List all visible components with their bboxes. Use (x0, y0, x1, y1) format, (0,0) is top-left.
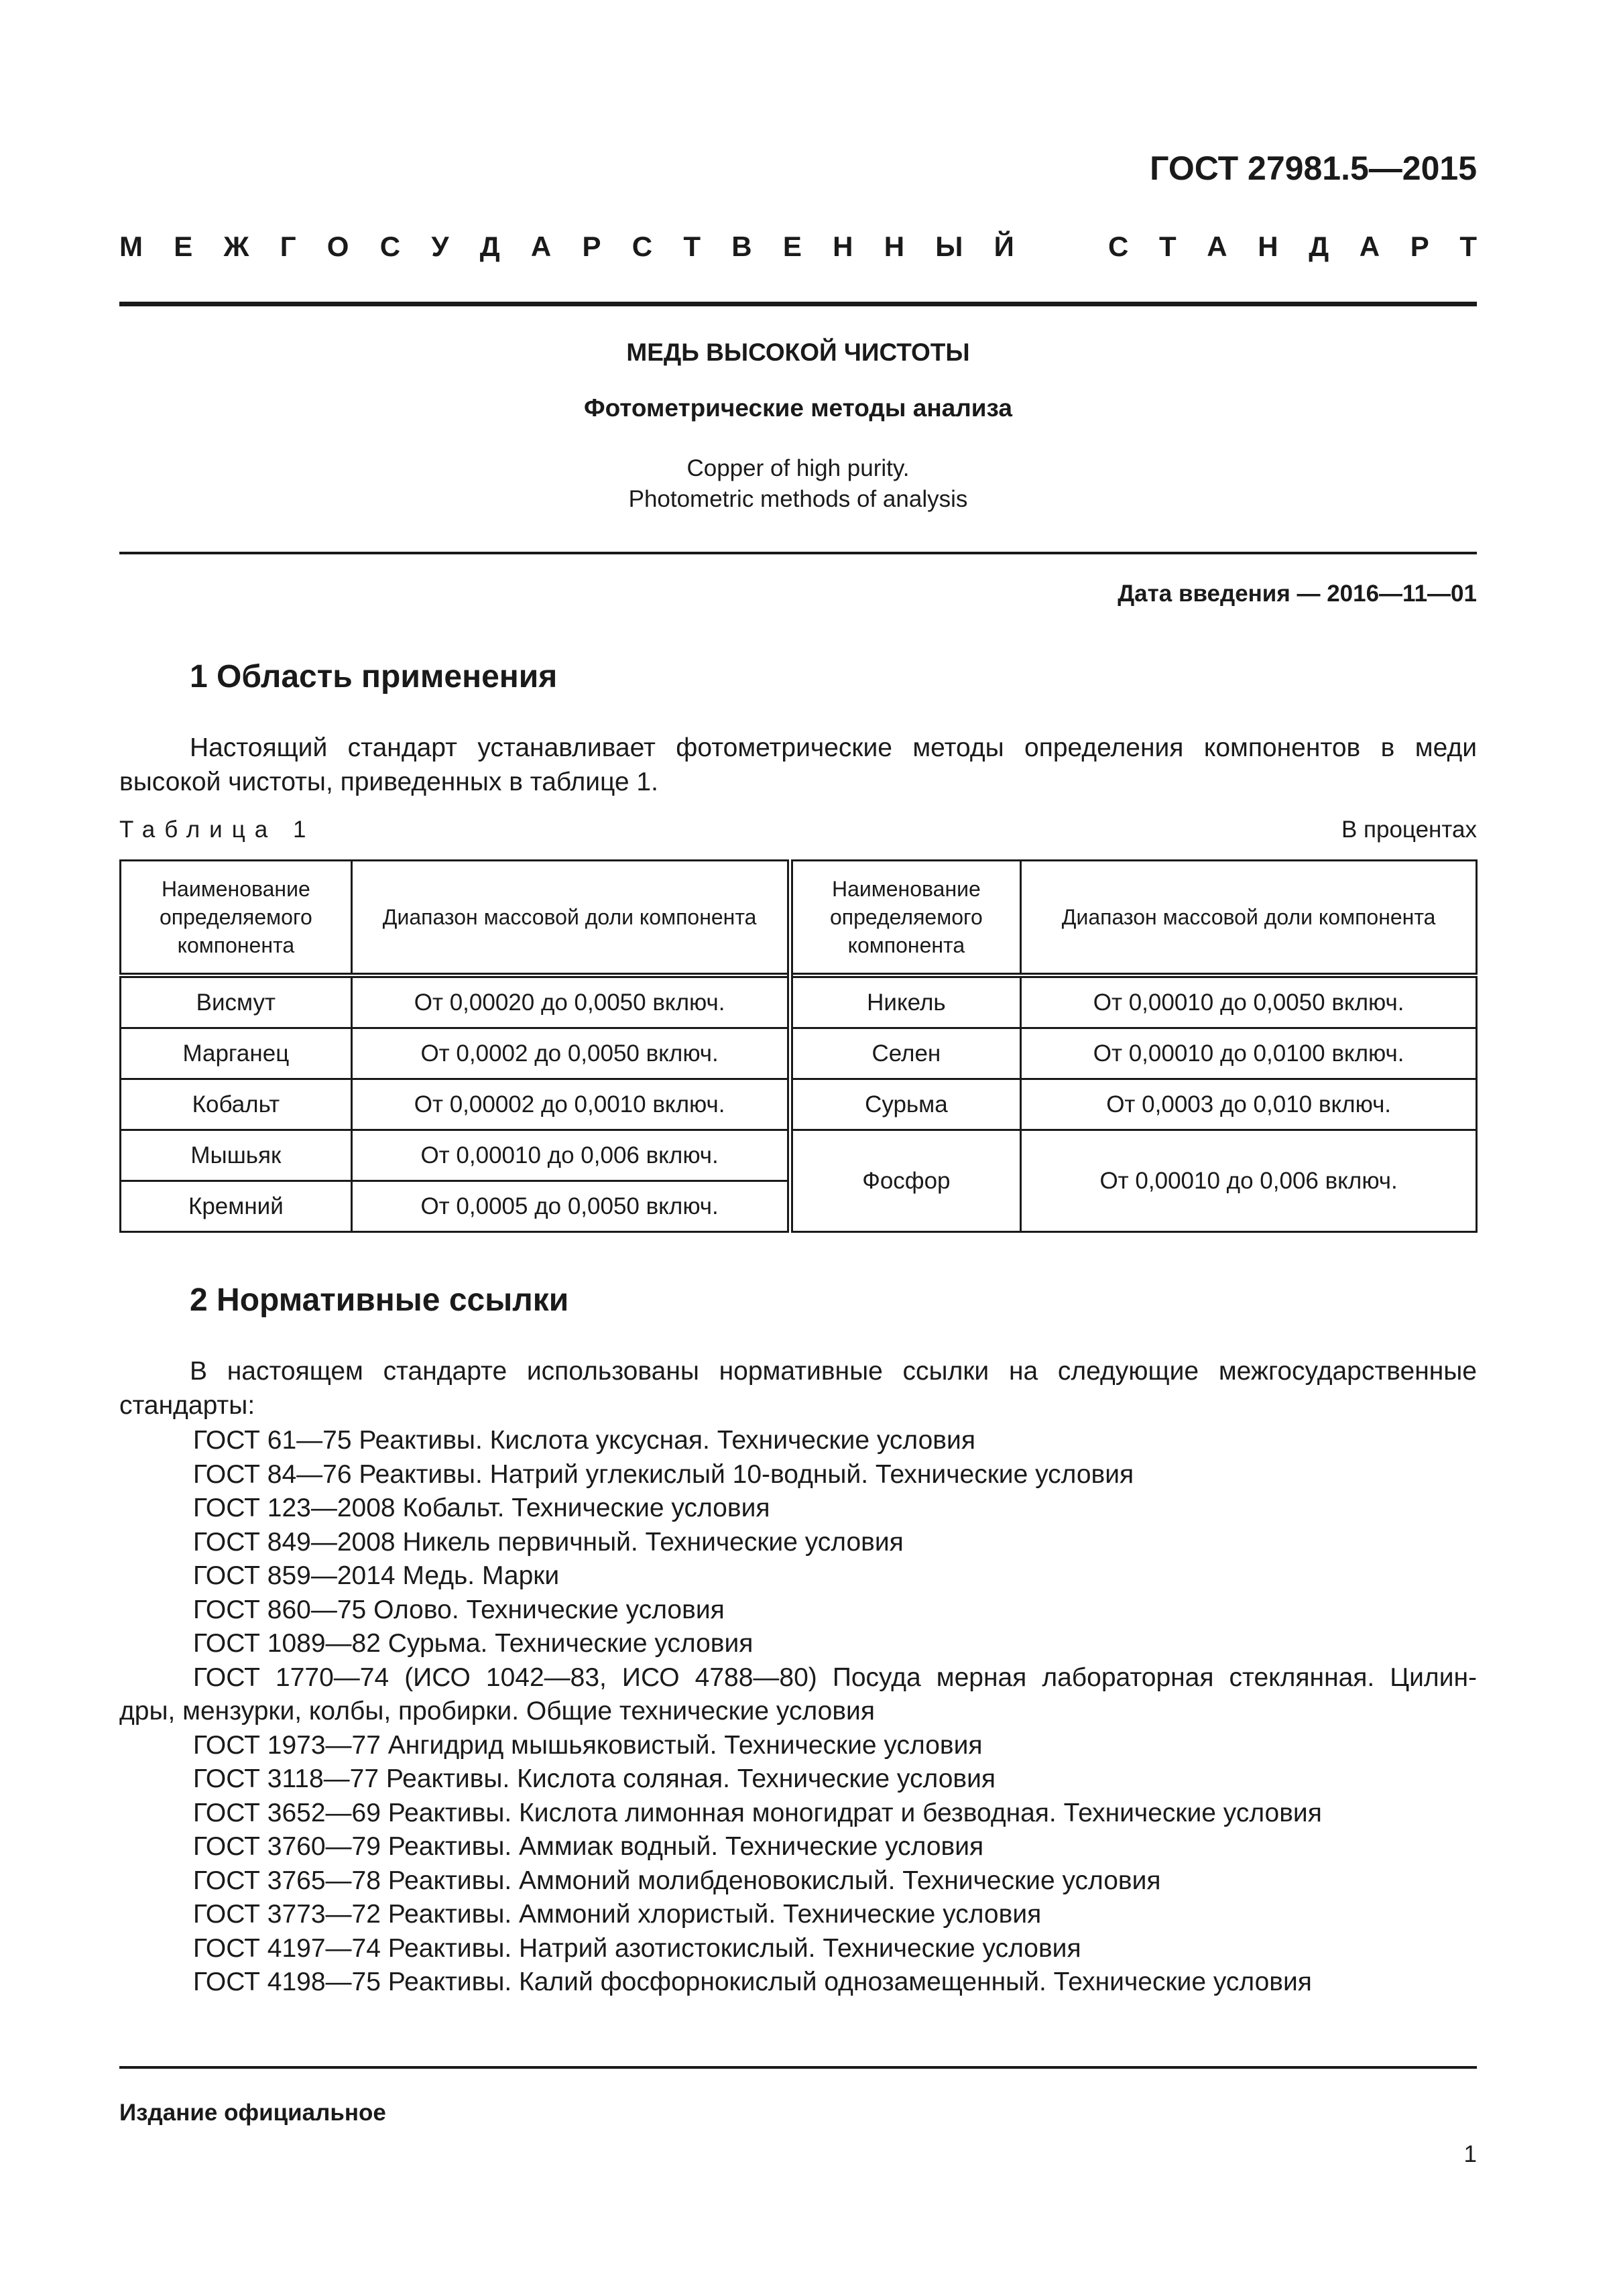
section2-heading: 2 Нормативные ссылки (190, 1282, 569, 1318)
banner-letter: А (530, 231, 552, 262)
component-name: Висмут (121, 975, 352, 1028)
list-item: ГОСТ 860—75 Олово. Технические условия (193, 1595, 725, 1624)
title-ru-main: МЕДЬ ВЫСОКОЙ ЧИСТОТЫ (626, 339, 970, 366)
component-name: Мышьяк (121, 1130, 352, 1181)
banner-letter: Р (582, 231, 601, 262)
header-rule (119, 302, 1477, 306)
header-component-left: Наименование определяемого компонента (121, 861, 352, 976)
component-name: Кобальт (121, 1079, 352, 1130)
component-name: Кремний (121, 1181, 352, 1232)
list-item: ГОСТ 4198—75 Реактивы. Калий фосфорнокислый однозамещенный. Технические условия (193, 1968, 1312, 1996)
banner-letter: М (119, 231, 143, 262)
table-caption: Таблица 1 (119, 817, 316, 843)
banner-letter: Е (782, 231, 802, 262)
banner-letter: Т (1459, 231, 1477, 262)
component-range: От 0,00020 до 0,0050 включ. (351, 975, 790, 1028)
list-item: ГОСТ 3773—72 Реактивы. Аммоний хлористый. Технические условия (193, 1900, 1042, 1929)
list-item: ГОСТ 123—2008 Кобальт. Технические условия (193, 1494, 770, 1522)
section2-intro-text: В настоящем стандарте использованы нормативные ссылки на следующие межгосударственные стандарты: (119, 1357, 1477, 1420)
list-item: ГОСТ 1770—74 (ИСО 1042—83, ИСО 4788—80) Посуда мерная лабораторная стеклянная. Цилин- (193, 1663, 1477, 1692)
table-row (121, 1028, 1477, 1079)
banner-word-interstate (119, 231, 1014, 263)
banner-letter: С (1108, 231, 1129, 262)
list-item: ГОСТ 84—76 Реактивы. Натрий углекислый 10-водный. Технические условия (193, 1459, 1134, 1489)
list-item: ГОСТ 1973—77 Ангидрид мышьяковистый. Технические условия (193, 1730, 983, 1760)
banner-letter: В (731, 231, 752, 262)
title-ru-sub: Фотометрические методы анализа (583, 394, 1012, 422)
list-item: ГОСТ 1089—82 Сурьма. Технические условия (193, 1629, 754, 1658)
title-en-line1: Copper of high purity. (686, 455, 910, 481)
list-item: ГОСТ 61—75 Реактивы. Кислота уксусная. Технические условия (193, 1426, 975, 1455)
header-range-left: Диапазон массовой доли компонента (351, 861, 790, 976)
banner-letter: Р (1410, 231, 1429, 262)
list-item: ГОСТ 849—2008 Никель первичный. Технические условия (193, 1527, 904, 1557)
banner-letter: Н (884, 231, 905, 262)
list-item: ГОСТ 859—2014 Медь. Марки (193, 1561, 560, 1590)
table-row (121, 1079, 1477, 1130)
section1-paragraph (119, 731, 1477, 799)
list-item: ГОСТ 3652—69 Реактивы. Кислота лимонная моногидрат и безводная. Технические условия (193, 1798, 1322, 1827)
document-number: ГОСТ 27981.5—2015 (1150, 149, 1477, 187)
component-range: От 0,00010 до 0,006 включ. (351, 1130, 790, 1181)
banner-letter: С (632, 231, 653, 262)
component-range: От 0,00010 до 0,0100 включ. (1021, 1028, 1477, 1079)
banner-letter: Г (280, 231, 296, 262)
component-range: От 0,00010 до 0,006 включ. (1021, 1130, 1477, 1232)
banner-letter: Н (833, 231, 853, 262)
banner-letter: О (326, 231, 349, 262)
banner-letter: Ы (935, 231, 963, 262)
banner-letter: У (431, 231, 449, 262)
banner-letter: А (1207, 231, 1227, 262)
standard-type-banner (119, 231, 1477, 263)
table-header-row (121, 861, 1477, 976)
component-name: Марганец (121, 1028, 352, 1079)
title-rule (119, 552, 1477, 554)
list-item: ГОСТ 3760—79 Реактивы. Аммиак водный. Технические условия (193, 1832, 984, 1861)
component-name: Сурьма (790, 1079, 1021, 1130)
section1-paragraph-text: Настоящий стандарт устанавливает фотометрические методы определения компонентов в меди высокой чистоты, приведенных в таблице 1. (119, 733, 1477, 796)
banner-letter: Д (479, 231, 500, 262)
list-item: ГОСТ 3118—77 Реактивы. Кислота соляная. Технические условия (193, 1764, 996, 1793)
component-name: Никель (790, 975, 1021, 1028)
banner-letter: Д (1309, 231, 1329, 262)
banner-letter: Н (1258, 231, 1278, 262)
header-range-right: Диапазон массовой доли компонента (1021, 861, 1477, 976)
banner-letter: А (1359, 231, 1380, 262)
banner-letter: Й (994, 231, 1014, 262)
section1-heading: 1 Область применения (190, 659, 558, 694)
component-range: От 0,0005 до 0,0050 включ. (351, 1181, 790, 1232)
component-name: Селен (790, 1028, 1021, 1079)
page-number: 1 (1463, 2141, 1477, 2167)
banner-word-standard (1108, 231, 1477, 263)
reference-list (119, 1424, 1477, 2000)
title-en-line2: Photometric methods of analysis (628, 486, 968, 512)
component-range: От 0,0003 до 0,010 включ. (1021, 1079, 1477, 1130)
edition-label: Издание официальное (119, 2100, 386, 2126)
date-of-introduction: Дата введения — 2016—11—01 (1118, 581, 1477, 607)
component-range: От 0,00010 до 0,0050 включ. (1021, 975, 1477, 1028)
component-range: От 0,00002 до 0,0010 включ. (351, 1079, 790, 1130)
list-item-continuation: дры, мензурки, колбы, пробирки. Общие технические условия (119, 1697, 875, 1726)
component-range: От 0,0002 до 0,0050 включ. (351, 1028, 790, 1079)
table-unit: В процентах (1341, 817, 1477, 843)
header-component-right: Наименование определяемого компонента (790, 861, 1021, 976)
banner-letter: С (379, 231, 401, 262)
table-row (121, 1130, 1477, 1181)
table-1 (119, 859, 1478, 1233)
component-name: Фосфор (790, 1130, 1021, 1232)
banner-letter: Е (174, 231, 193, 262)
section2-intro (119, 1354, 1477, 1423)
list-item: ГОСТ 3765—78 Реактивы. Аммоний молибденовокислый. Технические условия (193, 1866, 1161, 1895)
banner-letter: Ж (223, 231, 249, 262)
banner-letter: Т (683, 231, 701, 262)
list-item: ГОСТ 4197—74 Реактивы. Натрий азотистокислый. Технические условия (193, 1933, 1081, 1963)
banner-letter: Т (1158, 231, 1177, 262)
title-en (119, 453, 1477, 515)
footer-rule (119, 2066, 1477, 2069)
table-row (121, 975, 1477, 1028)
